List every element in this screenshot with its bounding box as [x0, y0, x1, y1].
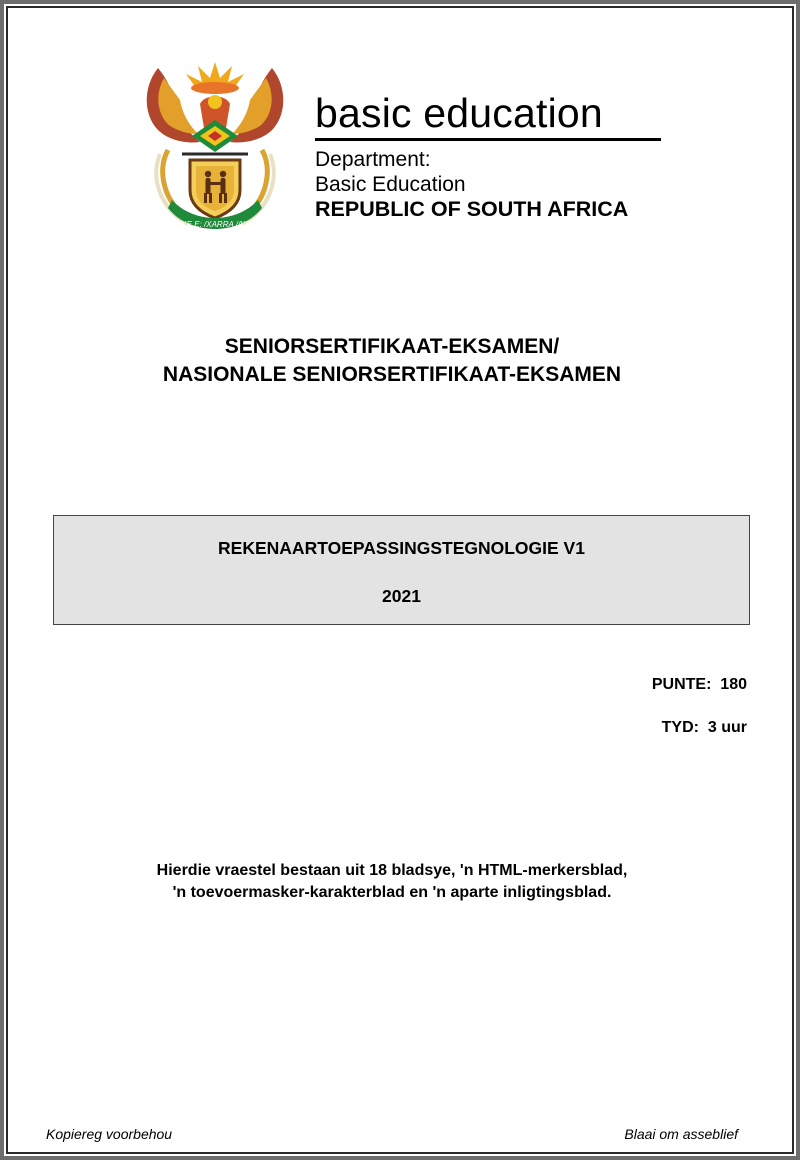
footer-turn-over: Blaai om asseblief: [624, 1126, 738, 1142]
exam-title-line2: NASIONALE SENIORSERTIFIKAAT-EKSAMEN: [162, 363, 622, 386]
time-label: TYD:: [661, 719, 699, 736]
country-name: REPUBLIC OF SOUTH AFRICA: [315, 197, 629, 221]
time-line: [652, 706, 747, 749]
paper-note-line1: Hierdie vraestel bestaan uit 18 bladsye, 'n HTML-merkersblad,: [156, 862, 628, 879]
subject-year: 2021: [382, 586, 421, 606]
subject-box: [53, 515, 750, 625]
department-label: Department:: [315, 148, 431, 171]
paper-note: [0, 860, 784, 904]
time-value: 3 uur: [707, 719, 747, 736]
exam-title-line1: SENIORSERTIFIKAAT-EKSAMEN/: [224, 335, 560, 358]
marks-line: [652, 663, 747, 706]
footer-copyright: Kopiereg voorbehou: [46, 1126, 173, 1142]
paper-note-line2: 'n toevoermasker-karakterblad en 'n aparte inligtingsblad.: [172, 884, 612, 901]
brand-title: basic education: [315, 90, 603, 136]
sun-icon: [186, 62, 244, 94]
department-name: Basic Education: [315, 173, 466, 196]
department-block: [315, 147, 628, 222]
brand-underline: [315, 138, 661, 141]
marks-value: 180: [720, 676, 747, 693]
marks-label: PUNTE:: [651, 676, 712, 693]
coat-of-arms-emblem: [140, 58, 290, 238]
svg-text:!KE E: /XARRA //KE: !KE E: /XARRA //KE: [179, 220, 251, 229]
subject-name: REKENAARTOEPASSINGSTEGNOLOGIE V1: [218, 538, 585, 558]
exam-title: [0, 333, 784, 389]
marks-time-block: [652, 663, 747, 749]
